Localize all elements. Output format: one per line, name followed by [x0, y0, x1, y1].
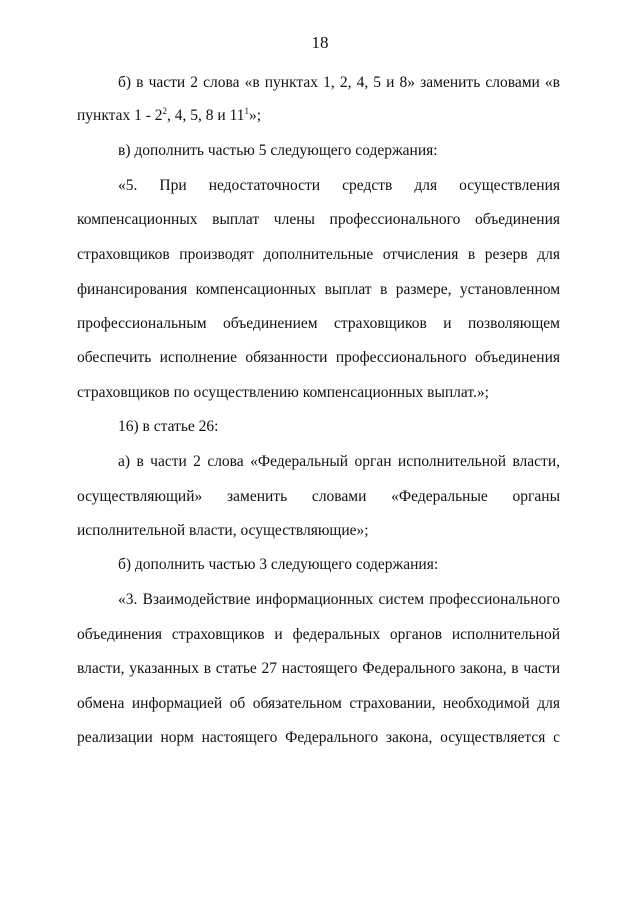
text-fragment: пунктах 1 - 2: [77, 107, 163, 124]
superscript: 1: [244, 106, 250, 116]
paragraph-line: обеспечить исполнение обязанности профессионального объединения: [77, 349, 560, 366]
paragraph-line: объединения страховщиков и федеральных органов исполнительной: [77, 626, 560, 643]
paragraph-line: профессиональным объединением страховщиков и позволяющем: [77, 315, 560, 332]
paragraph-line: финансирования компенсационных выплат в размере, установленном: [77, 281, 560, 298]
paragraph-line: «5. При недостаточности средств для осуществления: [118, 177, 560, 194]
paragraph-line: б) дополнить частью 3 следующего содержания:: [118, 556, 439, 573]
text-fragment: , 4, 5, 8 и 11: [167, 107, 245, 124]
text-fragment: »;: [249, 107, 262, 124]
superscript: 2: [162, 106, 168, 116]
paragraph-line: «3. Взаимодействие информационных систем профессионального: [118, 591, 560, 608]
paragraph-line: обмена информацией об обязательном страховании, необходимой для: [77, 695, 560, 712]
paragraph-line: компенсационных выплат члены профессионального объединения: [77, 211, 560, 228]
paragraph-line: страховщиков по осуществлению компенсационных выплат.»;: [77, 384, 489, 401]
paragraph-line: реализации норм настоящего Федерального закона, осуществляется с: [77, 729, 560, 746]
paragraph-line: [77, 106, 560, 126]
paragraph-line: страховщиков производят дополнительные отчисления в резерв для: [77, 246, 560, 263]
page-number: 18: [311, 33, 329, 52]
paragraph-line: исполнительной власти, осуществляющие»;: [77, 522, 369, 539]
paragraph-line: осуществляющий» заменить словами «Федеральные органы: [77, 488, 560, 505]
paragraph-line: б) в части 2 слова «в пунктах 1, 2, 4, 5 и 8» заменить словами «в: [118, 74, 560, 91]
paragraph-line: а) в части 2 слова «Федеральный орган исполнительной власти,: [118, 453, 560, 470]
paragraph-line: 16) в статье 26:: [118, 418, 219, 435]
paragraph-line: власти, указанных в статье 27 настоящего Федерального закона, в части: [77, 660, 560, 677]
paragraph-line: в) дополнить частью 5 следующего содержания:: [118, 142, 438, 159]
